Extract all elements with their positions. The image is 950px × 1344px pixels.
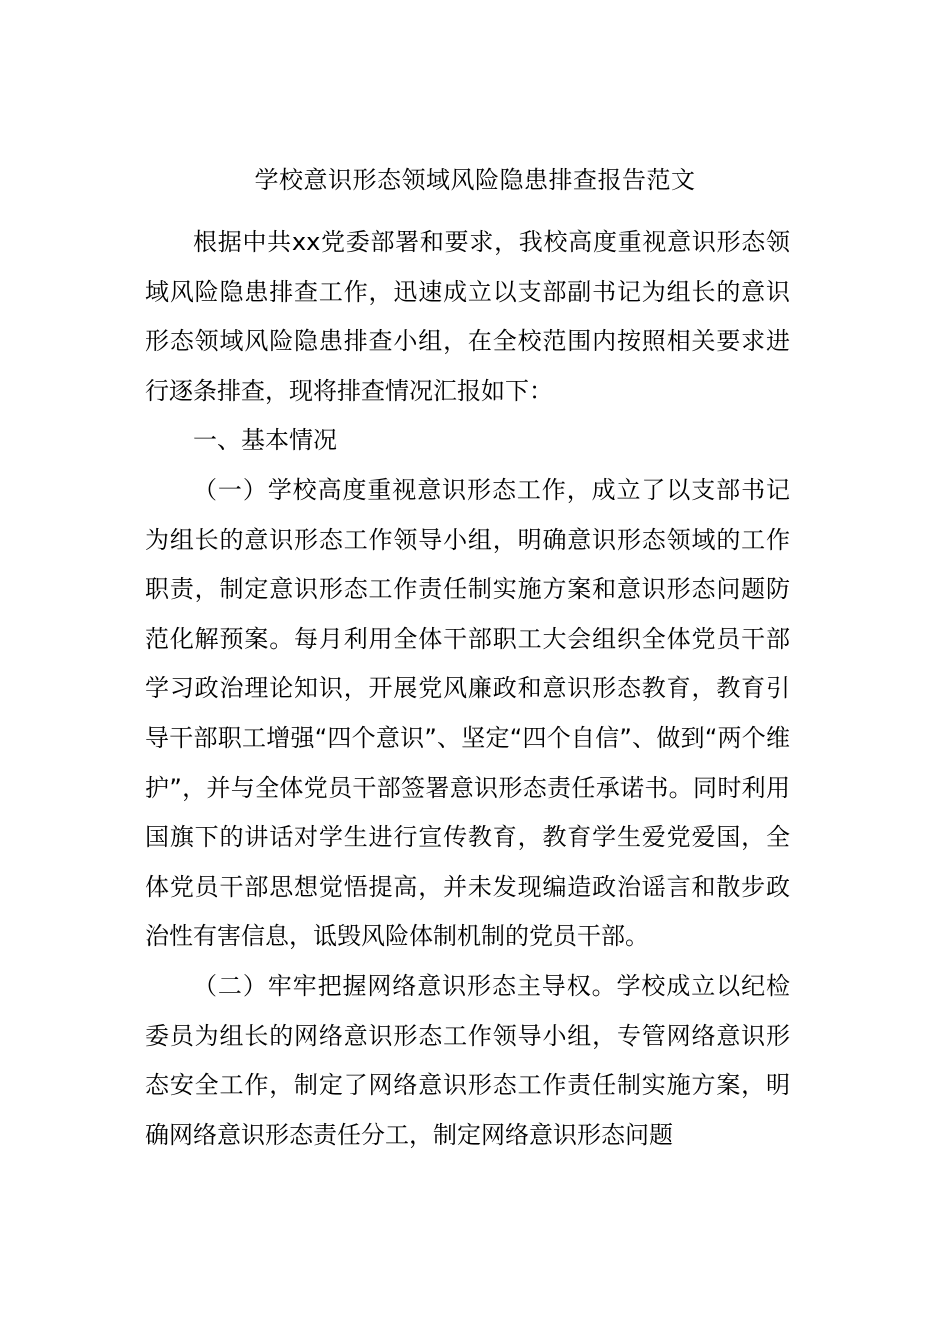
document-body bbox=[145, 218, 790, 1160]
section-paragraph-1: （一）学校高度重视意识形态工作，成立了以支部书记为组长的意识形态工作领导小组，明确意识形态领域的工作职责，制定意识形态工作责任制实施方案和意识形态问题防范化解预案。每月利用全体干部职工大会组织全体党员干部学习政治理论知识，开展党风廉政和意识形态教育，教育引导干部职工增强“四个意识”、坚定“四个自信”、做到“两个维护”，并与全体党员干部签署意识形态责任承诺书。同时利用国旗下的讲话对学生进行宣传教育，教育学生爱党爱国，全体党员干部思想觉悟提高，并未发现编造政治谣言和散步政治性有害信息，诋毁风险体制机制的党员干部。 bbox=[145, 475, 790, 951]
intro-paragraph: 根据中共xx党委部署和要求，我校高度重视意识形态领域风险隐患排查工作，迅速成立以支部副书记为组长的意识形态领域风险隐患排查小组，在全校范围内按照相关要求进行逐条排查，现将排查情况汇报如下： bbox=[145, 228, 790, 405]
document-title: 学校意识形态领域风险隐患排查报告范文 bbox=[254, 166, 696, 194]
section-paragraph-2: （二）牢牢把握网络意识形态主导权。学校成立以纪检委员为组长的网络意识形态工作领导小组，专管网络意识形态安全工作，制定了网络意识形态工作责任制实施方案，明确网络意识形态责任分工，制定网络意识形态问题 bbox=[145, 971, 790, 1149]
section-heading: 一、基本情况 bbox=[193, 426, 337, 455]
